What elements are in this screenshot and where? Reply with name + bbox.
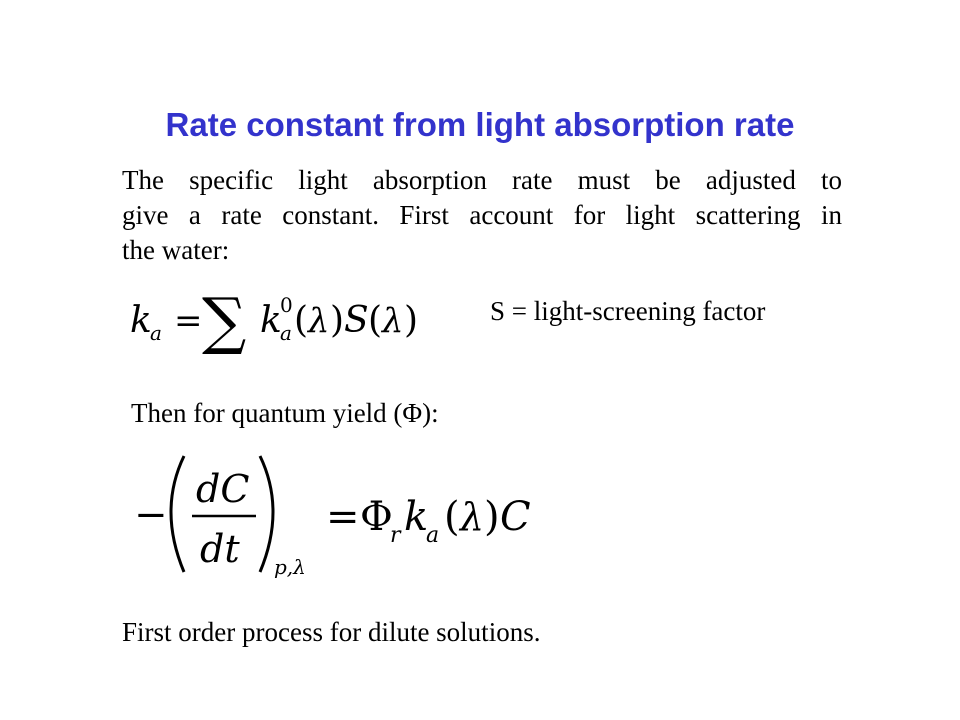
eq2-big-paren-right bbox=[260, 456, 273, 572]
eq2-k: k bbox=[404, 494, 429, 540]
eq1-sub-a: a bbox=[150, 321, 162, 345]
eq1-sub-a2: a bbox=[280, 321, 292, 345]
intro-paragraph bbox=[122, 163, 842, 268]
quantum-yield-text: Then for quantum yield (Φ): bbox=[131, 398, 439, 428]
eq2-big-paren-left bbox=[171, 456, 184, 572]
eq2-c: C bbox=[500, 494, 531, 540]
eq2-denominator: dt bbox=[200, 527, 240, 571]
eq2-equals: = bbox=[326, 494, 360, 540]
eq2-sub-r: r bbox=[390, 523, 401, 548]
eq2-numerator: dC bbox=[196, 467, 250, 511]
eq1-lambda-1: λ bbox=[308, 301, 330, 341]
eq1-sigma: ∑ bbox=[202, 288, 247, 354]
intro-line-2: give a rate constant. First account for light scattering in bbox=[122, 200, 842, 230]
intro-line-1: The specific light absorption rate must be adjusted to bbox=[122, 165, 842, 195]
quantum-yield-equation bbox=[128, 450, 548, 590]
eq2-minus: − bbox=[134, 492, 168, 538]
eq1-paren-open-1: ( bbox=[294, 300, 309, 341]
eq1-paren-close-1: ) bbox=[330, 300, 345, 341]
eq2-subscript: p,λ bbox=[274, 555, 306, 579]
eq1-paren-close-2: ) bbox=[404, 300, 419, 341]
intro-line-3: the water: bbox=[122, 235, 230, 265]
eq1-equals: = bbox=[174, 301, 203, 341]
eq2-lambda: λ bbox=[460, 495, 485, 539]
eq1-s: S bbox=[344, 300, 369, 341]
absorption-rate-equation bbox=[126, 288, 436, 354]
eq2-sub-a: a bbox=[426, 523, 440, 548]
screening-factor-note: S = light-screening factor bbox=[490, 296, 766, 326]
eq1-lambda-2: λ bbox=[382, 301, 404, 341]
slide-title: Rate constant from light absorption rate bbox=[165, 106, 795, 143]
eq1-k: k bbox=[130, 300, 152, 341]
eq1-paren-open-2: ( bbox=[368, 300, 383, 341]
footer-text: First order process for dilute solutions. bbox=[122, 617, 541, 647]
eq2-paren-close: ) bbox=[484, 494, 500, 540]
eq2-phi: Φ bbox=[360, 494, 393, 540]
eq1-k2: k bbox=[260, 300, 282, 341]
eq2-paren-open: ( bbox=[444, 494, 460, 540]
eq1-sup-0: 0 bbox=[280, 293, 293, 317]
